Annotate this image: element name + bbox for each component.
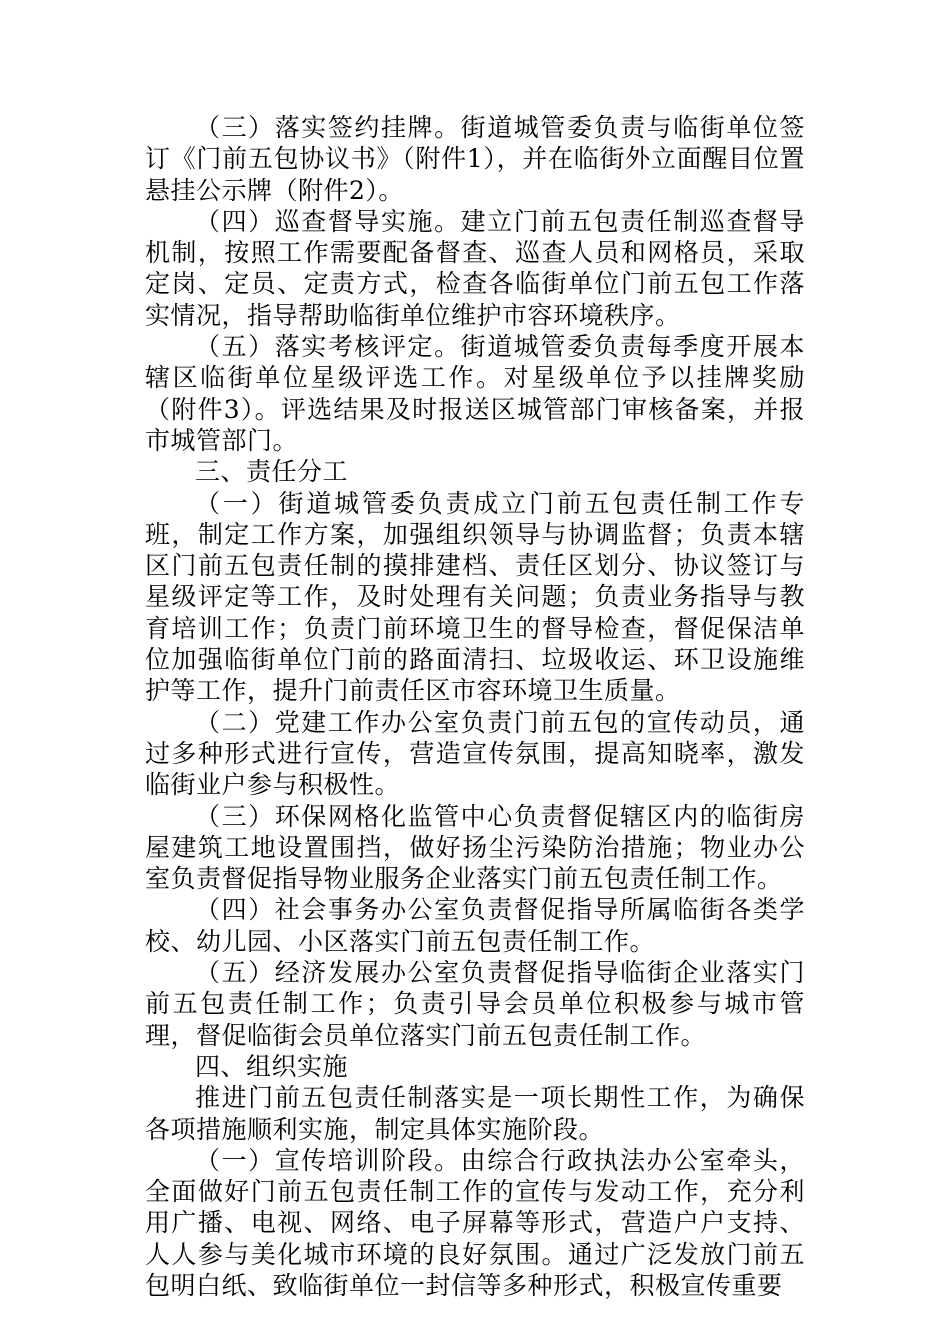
section-heading-implementation: 四、组织实施 xyxy=(195,1051,349,1081)
section-heading-responsibilities: 三、责任分工 xyxy=(195,457,349,487)
paragraph-publicity-stage: （一）宣传培训阶段。由综合行政执法办公室牵头，全面做好门前五包责任制工作的宣传与发动工作，充分利用广播、电视、网络、电子屏幕等形式，营造户户支持、人人参与美化城市环境的良好氛围。通过广泛发放门前五包明白纸、致临街单位一封信等多种形式，积极宣传重要 xyxy=(145,1145,805,1300)
paragraph-city-committee: （一）街道城管委负责成立门前五包责任制工作专班，制定工作方案，加强组织领导与协调监督；负责本辖区门前五包责任制的摸排建档、责任区划分、协议签订与星级评定等工作，及时处理有关问题；负责业务指导与教育培训工作；负责门前环境卫生的督导检查，督促保洁单位加强临街单位门前的路面清扫、垃圾收运、环卫设施维护等工作，提升门前责任区市容环境卫生质量。 xyxy=(145,488,805,706)
paragraph-implementation-intro: 推进门前五包责任制落实是一项长期性工作，为确保各项措施顺利实施，制定具体实施阶段。 xyxy=(145,1083,805,1144)
paragraph-party-office: （二）党建工作办公室负责门前五包的宣传动员，通过多种形式进行宣传，营造宣传氛围，提高知晓率，激发临街业户参与积极性。 xyxy=(145,707,805,800)
paragraph-sign-plaques: （三）落实签约挂牌。街道城管委负责与临街单位签订《门前五包协议书》（附件1），并在临街外立面醒目位置悬挂公示牌（附件2）。 xyxy=(145,113,805,205)
document-page xyxy=(145,112,805,1301)
paragraph-economic-office: （五）经济发展办公室负责督促指导临街企业落实门前五包责任制工作；负责引导会员单位积极参与城市管理，督促临街会员单位落实门前五包责任制工作。 xyxy=(145,958,805,1050)
paragraph-inspection: （四）巡查督导实施。建立门前五包责任制巡查督导机制，按照工作需要配备督查、巡查人员和网格员，采取定岗、定员、定责方式，检查各临街单位门前五包工作落实情况，指导帮助临街单位维护市容环境秩序。 xyxy=(145,206,805,330)
paragraph-environment-center: （三）环保网格化监管中心负责督促辖区内的临街房屋建筑工地设置围挡，做好扬尘污染防治措施；物业办公室负责督促指导物业服务企业落实门前五包责任制工作。 xyxy=(145,801,805,894)
paragraph-assessment: （五）落实考核评定。街道城管委负责每季度开展本辖区临街单位星级评选工作。对星级单位予以挂牌奖励（附件3）。评选结果及时报送区城管部门审核备案，并报市城管部门。 xyxy=(145,332,805,455)
paragraph-social-affairs: （四）社会事务办公室负责督促指导所属临街各类学校、幼儿园、小区落实门前五包责任制工作。 xyxy=(145,895,805,956)
